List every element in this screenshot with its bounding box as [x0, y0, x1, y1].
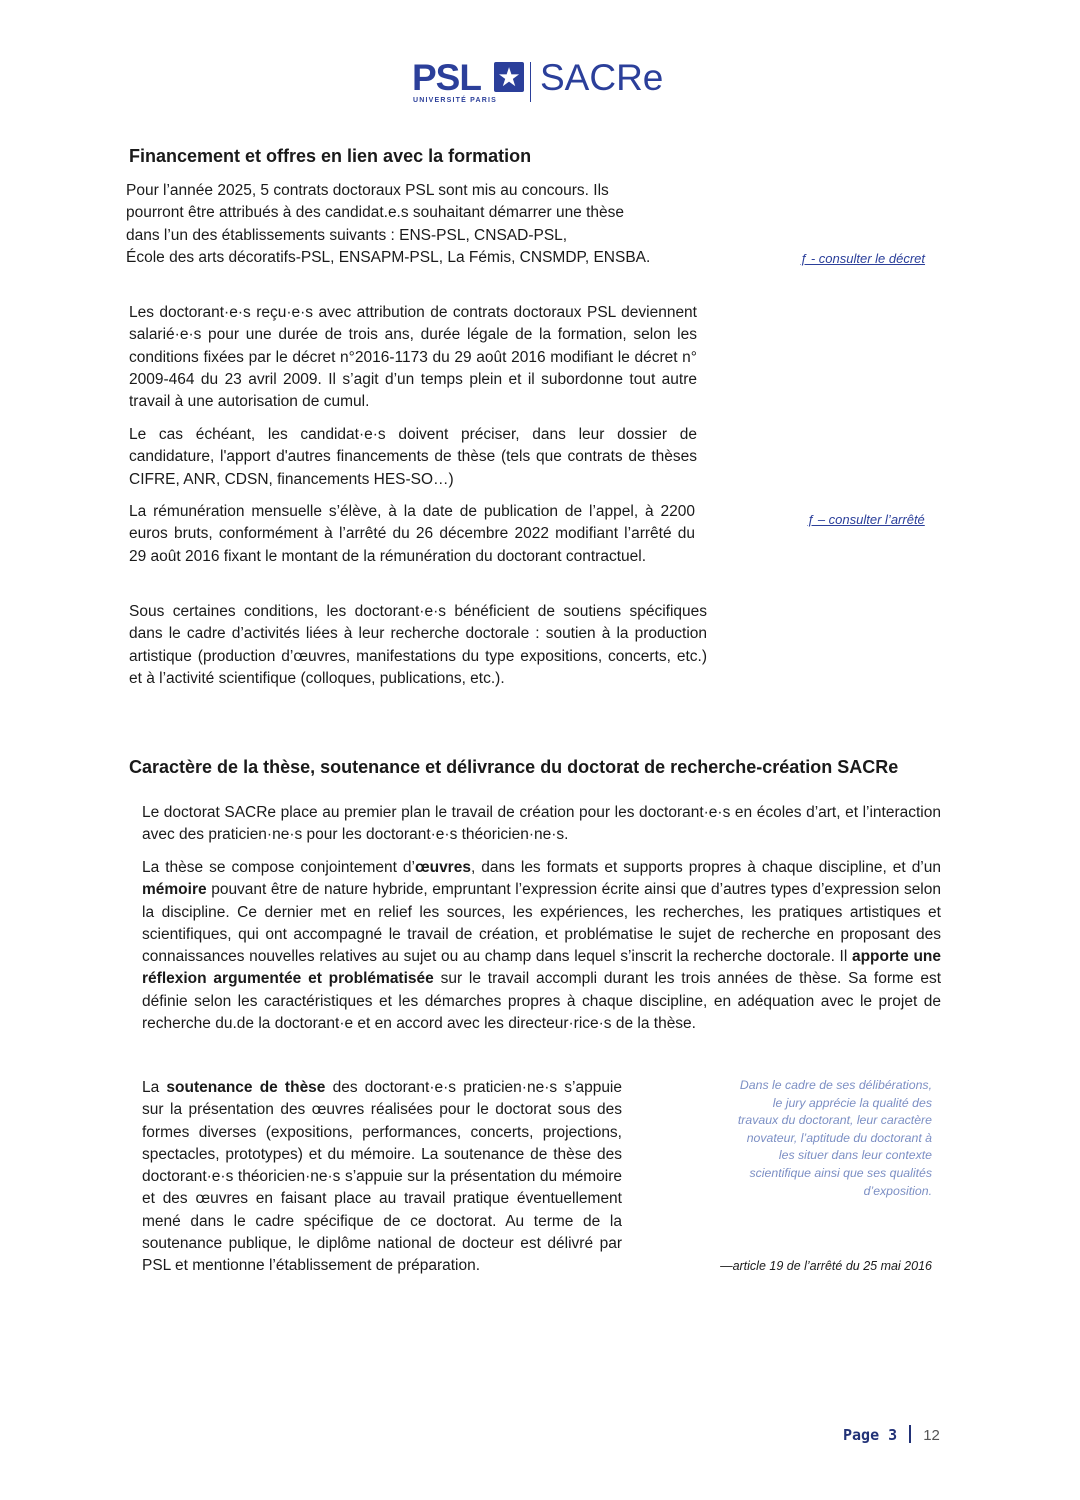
jury-pull-quote: Dans le cadre de ses délibérations, le jury apprécie la qualité des travaux du doctorant, leur caractère novateur, l’aptitude du doctorant à les situer dans leur contexte scientifique ainsi que ses qualités d’exposition. — [737, 1078, 932, 1198]
intro-line: pourront être attribués à des candidat.e.s souhaitant démarrer une thèse — [126, 204, 625, 222]
section-title-caractere-these: Caractère de la thèse, soutenance et délivrance du doctorat de recherche-création SACRe — [129, 757, 899, 777]
consulter-arrete-link[interactable]: ƒ – consulter l’arrêté — [807, 512, 925, 527]
consulter-decret-link[interactable]: ƒ - consulter le décret — [800, 251, 926, 266]
reflexion-emphasis: apporte une réflexion argumentée et problématisée — [142, 948, 941, 988]
soutiens-paragraph: Sous certaines conditions, les doctorant·e·s bénéficient de soutiens spécifiques dans le cadre d’activités liées à leur recherche doctorale : soutien à la production artistique (production d’œuvres, manifestations du type expositions, concerts, etc.) et à l’activité scientifique (colloques, publications, etc.). — [129, 603, 707, 687]
remuneration-paragraph: La rémunération mensuelle s’élève, à la date de publication de l’appel, à 2200 euros bruts, conformément à l’arrêté du 26 décembre 2022 modifiant l’arrêté du 29 août 2016 fixant le montant de la rémunération du doctorant contractuel. — [129, 503, 695, 565]
page-footer — [843, 1425, 940, 1444]
psl-logo-text: PSL — [412, 57, 481, 98]
intro-paragraph — [126, 180, 726, 269]
page-number: Page 3 — [843, 1426, 898, 1444]
star-icon: ★ — [494, 62, 524, 92]
soutenance-paragraph: La soutenance de thèse des doctorant·e·s praticien·ne·s s’appuie sur la présentation des œuvres réalisées pour le doctorat sous des formes diverses (expositions, performances, concerts, projections, spectacles, prototypes) et du mémoire. La soutenance de thèse des doctorant·e·s théoricien·ne·s s’appuie sur la présentation du mémoire et des œuvres en faisant place au travail pratique éventuellement mené dans le cadre spécifique de ce doctorat. Au terme de la soutenance publique, le diplôme national de docteur est délivré par PSL et mentionne l’établissement de préparation. — [142, 1079, 622, 1275]
page-total: 12 — [923, 1427, 940, 1444]
cas-echeant-paragraph: Le cas échéant, les candidat·e·s doivent préciser, dans leur dossier de candidature, l'apport d'autres financements de thèse (tels que contrats de thèses CIFRE, ANR, CDSN, financements HES-SO…) — [129, 426, 697, 488]
oeuvres-emphasis: œuvres — [414, 859, 471, 876]
psl-logo-subtitle: UNIVERSITÉ PARIS — [413, 97, 498, 104]
memoire-emphasis: mémoire — [142, 881, 207, 899]
intro-line: École des arts décoratifs-PSL, ENSAPM-PSL, La Fémis, CNSMDP, ENSBA. — [126, 248, 651, 266]
pull-quote-source: —article 19 de l’arrêté du 25 mai 2016 — [720, 1259, 932, 1273]
logo-divider — [530, 62, 531, 102]
footer-divider — [909, 1425, 911, 1443]
intro-line: Pour l’année 2025, 5 contrats doctoraux PSL sont mis au concours. Ils — [126, 182, 609, 199]
these-composition-paragraph: La thèse se compose conjointement d’œuvres, dans les formats et supports propres à chaque discipline, et d’un mémoire pouvant être de nature hybride, empruntant l’expression écrite ainsi que d’autres types d’expression selon la discipline. Ce dernier met en relief les sources, les expériences, les recherches, les pratiques artistiques et scientifiques, qui ont accompagné le travail de création, et problématise le sujet de recherche en proposant des connaissances nouvelles relatives au sujet ou au champ dans lequel s’inscrit la recherche doctorale. Il apporte une réflexion argumentée et problématisée sur le travail accompli durant les trois années de thèse. Sa forme est définie selon les caractéristiques et les démarches propres à chaque discipline, en adéquation avec le projet de recherche du.de la doctorant·e et en accord avec les directeur·rice·s de la thèse. — [142, 859, 942, 1033]
sacre-intro-paragraph: Le doctorat SACRe place au premier plan le travail de création pour les doctorant·e·s en écoles d’art, et l’interaction avec des praticien·ne·s pour les doctorant·e·s théoricien·ne·s. — [142, 804, 941, 844]
section-title-financement: Financement et offres en lien avec la formation — [129, 146, 532, 166]
psl-sacre-logo — [412, 58, 682, 108]
salaries-paragraph: Les doctorant·e·s reçu·e·s avec attribution de contrats doctoraux PSL deviennent salarié·e·s pour une durée de trois ans, durée légale de la formation, selon les conditions fixées par le décret n°2016-1173 du 29 août 2016 modifiant le décret n° 2009-464 du 23 avril 2009. Il s’agit d’un temps plein et il subordonne tout autre travail à une autorisation de cumul. — [129, 304, 697, 411]
sacre-logo-text: SACRe — [540, 57, 664, 98]
intro-line: dans l’un des établissements suivants : ENS-PSL, CNSAD-PSL, — [126, 226, 568, 244]
soutenance-emphasis: soutenance de thèse — [166, 1079, 326, 1096]
